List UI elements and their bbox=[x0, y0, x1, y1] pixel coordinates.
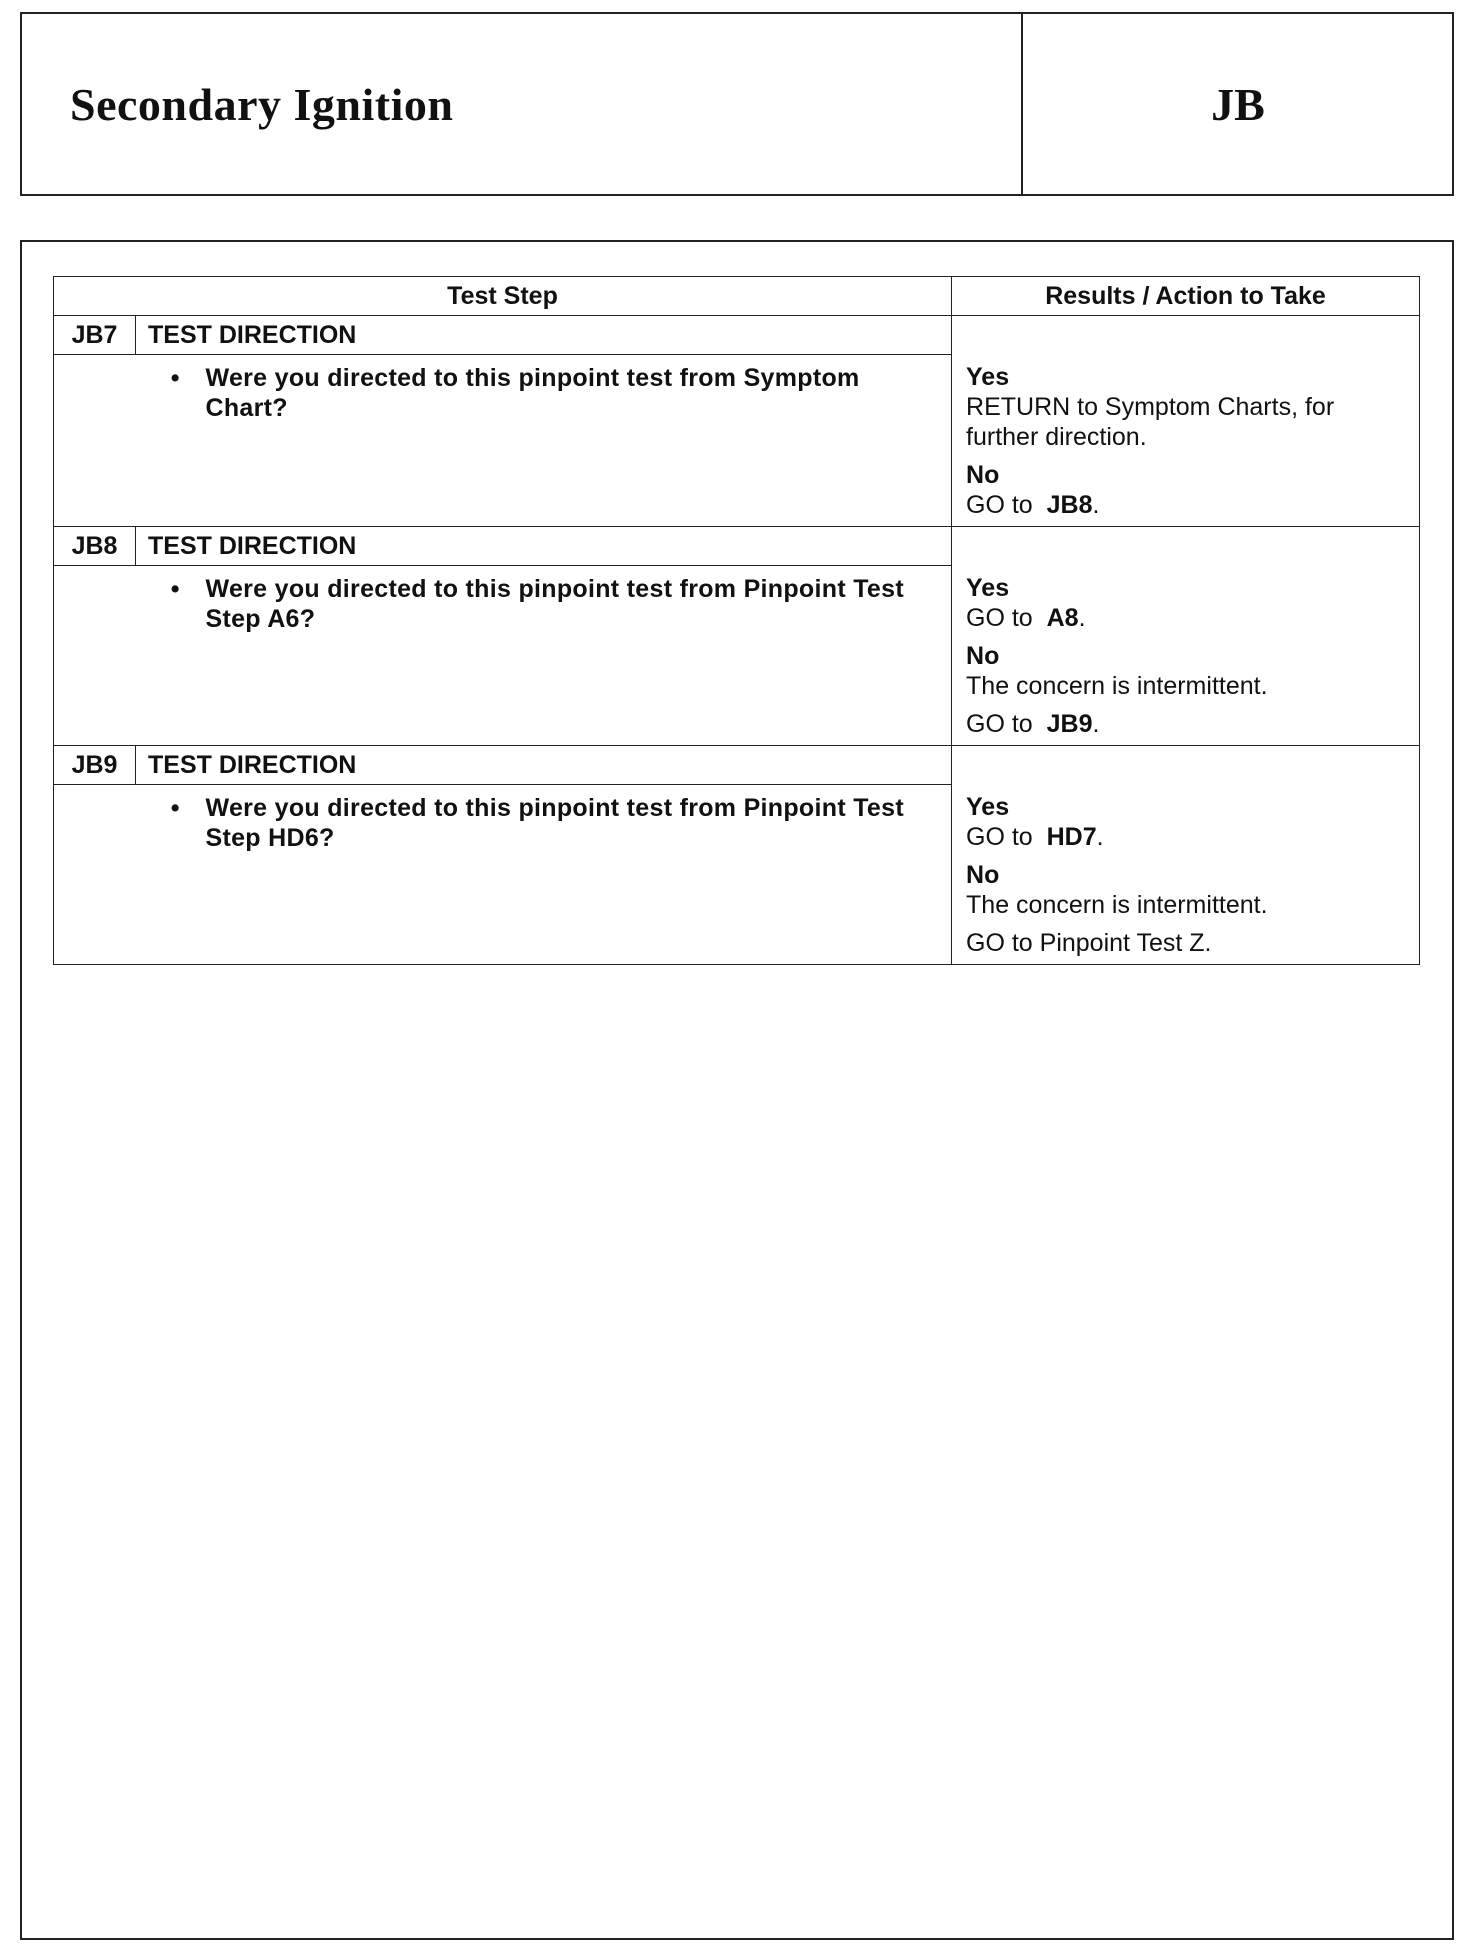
yes-label: Yes bbox=[966, 793, 1010, 821]
table-row bbox=[54, 746, 1420, 785]
no-action: GO to Pinpoint Test Z. bbox=[966, 929, 1212, 957]
results-cell bbox=[952, 527, 1420, 746]
results-cell bbox=[952, 316, 1420, 527]
step-heading: TEST DIRECTION bbox=[136, 746, 952, 785]
step-spacer bbox=[54, 355, 136, 527]
yes-label: Yes bbox=[966, 574, 1010, 602]
question-cell bbox=[136, 785, 952, 965]
bullet-icon: • bbox=[170, 794, 180, 822]
no-note: The concern is intermittent. bbox=[966, 891, 1268, 919]
bullet-icon: • bbox=[170, 364, 180, 392]
pinpoint-test-table bbox=[53, 276, 1420, 965]
results-cell bbox=[952, 746, 1420, 965]
step-spacer bbox=[54, 785, 136, 965]
question-cell bbox=[136, 355, 952, 527]
question-text: Were you directed to this pinpoint test from Symptom Chart? bbox=[205, 364, 860, 422]
column-header-results: Results / Action to Take bbox=[952, 277, 1420, 316]
step-id: JB7 bbox=[54, 316, 136, 355]
step-id: JB9 bbox=[54, 746, 136, 785]
no-label: No bbox=[966, 642, 1000, 670]
column-header-test-step: Test Step bbox=[54, 277, 952, 316]
yes-label: Yes bbox=[966, 363, 1010, 391]
no-action: GO to JB9. bbox=[966, 710, 1100, 738]
yes-action: RETURN to Symptom Charts, for further direction. bbox=[966, 393, 1335, 451]
section-code: JB bbox=[1211, 79, 1265, 130]
step-heading: TEST DIRECTION bbox=[136, 316, 952, 355]
no-note: The concern is intermittent. bbox=[966, 672, 1268, 700]
no-action-ref: JB8 bbox=[1046, 491, 1093, 519]
yes-action-ref: HD7 bbox=[1046, 823, 1097, 851]
question-cell bbox=[136, 566, 952, 746]
yes-action: GO to A8. bbox=[966, 604, 1086, 632]
step-heading: TEST DIRECTION bbox=[136, 527, 952, 566]
no-action: GO to JB8. bbox=[966, 491, 1100, 519]
question-text: Were you directed to this pinpoint test from Pinpoint Test Step HD6? bbox=[205, 794, 904, 852]
no-action-ref: JB9 bbox=[1046, 710, 1093, 738]
no-label: No bbox=[966, 861, 1000, 889]
step-id: JB8 bbox=[54, 527, 136, 566]
table-row bbox=[54, 527, 1420, 566]
step-spacer bbox=[54, 566, 136, 746]
page-title: Secondary Ignition bbox=[70, 79, 454, 130]
no-label: No bbox=[966, 461, 1000, 489]
table-header-row bbox=[54, 277, 1420, 316]
bullet-icon: • bbox=[170, 575, 180, 603]
yes-action: GO to HD7. bbox=[966, 823, 1104, 851]
table-row bbox=[54, 316, 1420, 355]
question-text: Were you directed to this pinpoint test from Pinpoint Test Step A6? bbox=[205, 575, 904, 633]
yes-action-ref: A8 bbox=[1046, 604, 1079, 632]
